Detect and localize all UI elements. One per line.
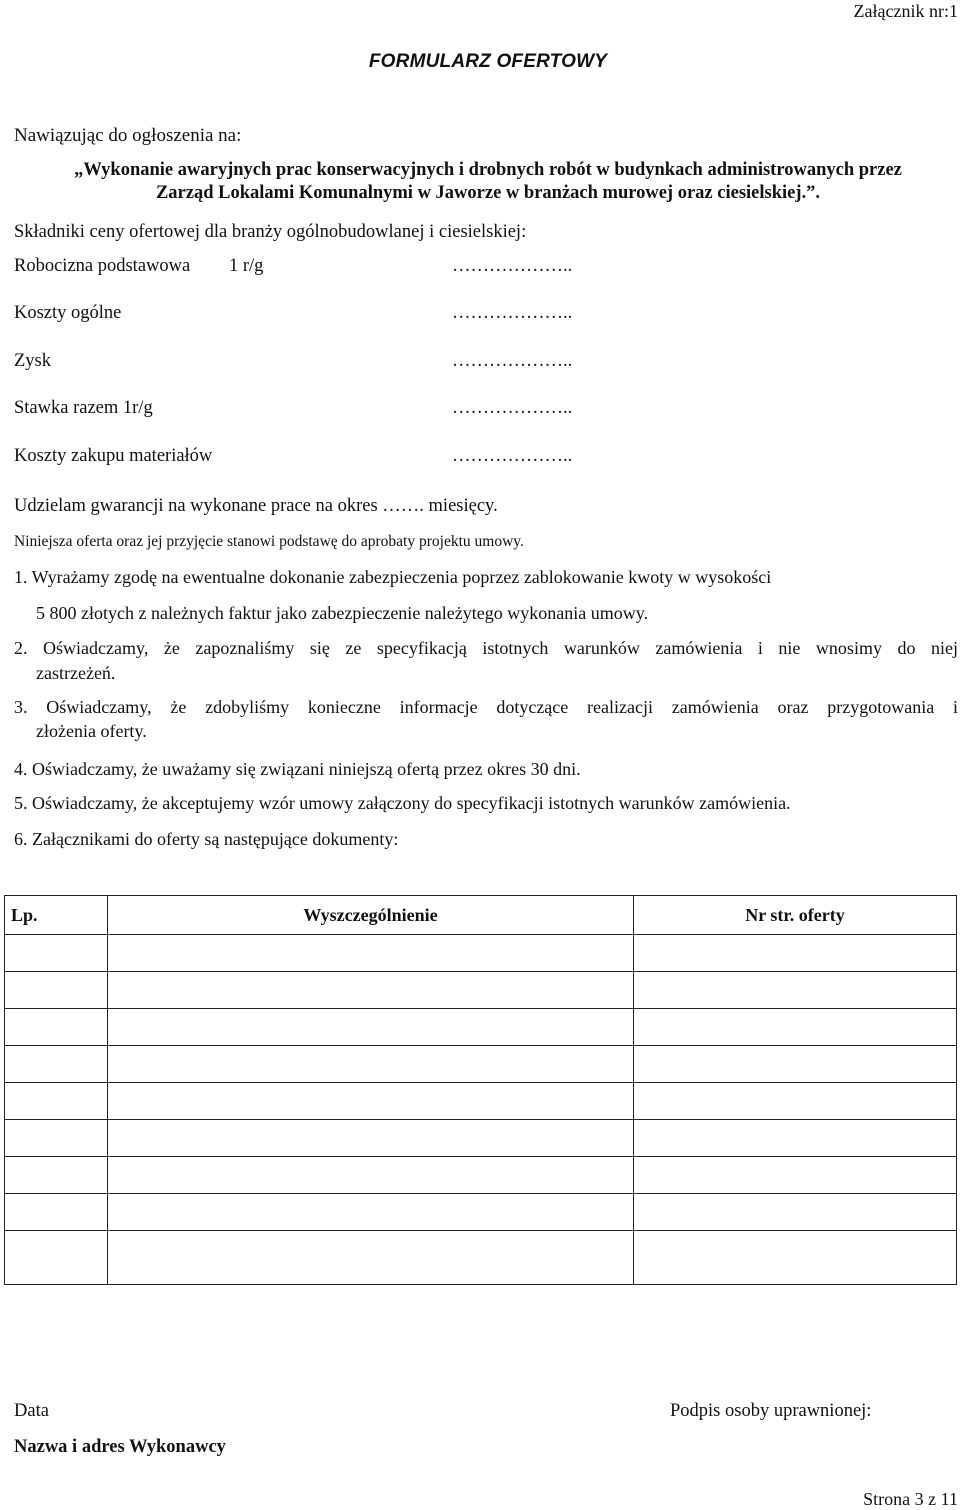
price-row-value[interactable]: ……………….. bbox=[452, 398, 573, 418]
statement-2-continued: zastrzeżeń. bbox=[36, 663, 116, 683]
table-cell[interactable] bbox=[108, 1120, 634, 1157]
column-header-description: Wyszczególnienie bbox=[108, 896, 634, 935]
intro-text: Nawiązując do ogłoszenia na: bbox=[14, 125, 242, 146]
price-row-label: Koszty zakupu materiałów bbox=[14, 446, 213, 466]
table-row bbox=[5, 972, 957, 1009]
table-cell[interactable] bbox=[5, 1009, 108, 1046]
statement-4: 4. Oświadczamy, że uważamy się związani niniejszą ofertą przez okres 30 dni. bbox=[14, 759, 581, 779]
table-row bbox=[5, 1194, 957, 1231]
offer-basis-note: Niniejsza oferta oraz jej przyjęcie stanowi podstawę do aprobaty projektu umowy. bbox=[14, 533, 524, 550]
date-label: Data bbox=[14, 1401, 49, 1421]
table-cell[interactable] bbox=[5, 1231, 108, 1285]
contract-subject-line-2: Zarząd Lokalami Komunalnymi w Jaworze w branżach murowej oraz ciesielskiej.”. bbox=[155, 183, 821, 203]
table-cell[interactable] bbox=[108, 1194, 634, 1231]
statement-6: 6. Załącznikami do oferty są następujące dokumenty: bbox=[14, 829, 399, 849]
statement-1-continued: 5 800 złotych z należnych faktur jako zabezpieczenie należytego wykonania umowy. bbox=[36, 603, 649, 623]
warranty-statement: Udzielam gwarancji na wykonane prace na okres ……. miesięcy. bbox=[14, 496, 498, 516]
table-cell[interactable] bbox=[108, 1009, 634, 1046]
statement-3: 3. Oświadczamy, że zdobyliśmy konieczne informacje dotyczące realizacji zamówienia oraz przygotowania i bbox=[14, 697, 958, 717]
price-row-label: Zysk bbox=[14, 351, 51, 371]
table-row bbox=[5, 1009, 957, 1046]
price-components-heading: Składniki ceny ofertowej dla branży ogólnobudowlanej i ciesielskiej: bbox=[14, 222, 527, 242]
signature-label: Podpis osoby uprawnionej: bbox=[670, 1401, 872, 1421]
table-header-row bbox=[5, 896, 957, 935]
contract-subject-line-1: „Wykonanie awaryjnych prac konserwacyjnych i drobnych robót w budynkach administrowanych przez bbox=[74, 160, 902, 180]
table-cell[interactable] bbox=[634, 1046, 957, 1083]
price-row-value[interactable]: ……………….. bbox=[452, 446, 573, 466]
table-row bbox=[5, 1231, 957, 1285]
table-cell[interactable] bbox=[108, 1231, 634, 1285]
column-header-lp: Lp. bbox=[5, 896, 108, 935]
table-cell[interactable] bbox=[108, 1083, 634, 1120]
price-row-unit: 1 r/g bbox=[229, 256, 264, 276]
price-row-label: Stawka razem 1r/g bbox=[14, 398, 153, 418]
table-cell[interactable] bbox=[634, 1120, 957, 1157]
statement-2: 2. Oświadczamy, że zapoznaliśmy się ze specyfikacją istotnych warunków zamówienia i nie wnosimy do niej bbox=[14, 638, 958, 658]
table-cell[interactable] bbox=[634, 1231, 957, 1285]
table-cell[interactable] bbox=[634, 1194, 957, 1231]
table-cell[interactable] bbox=[634, 972, 957, 1009]
table-cell[interactable] bbox=[5, 1046, 108, 1083]
table-row bbox=[5, 935, 957, 972]
column-header-page-number: Nr str. oferty bbox=[634, 896, 957, 935]
contractor-name-address-label: Nazwa i adres Wykonawcy bbox=[14, 1437, 226, 1457]
attachment-number: Załącznik nr:1 bbox=[853, 1, 958, 21]
table-cell[interactable] bbox=[108, 972, 634, 1009]
price-row-value[interactable]: ……………….. bbox=[452, 256, 573, 276]
table-cell[interactable] bbox=[5, 1083, 108, 1120]
table-cell[interactable] bbox=[5, 1194, 108, 1231]
table-cell[interactable] bbox=[634, 1157, 957, 1194]
table-cell[interactable] bbox=[634, 1083, 957, 1120]
statement-5: 5. Oświadczamy, że akceptujemy wzór umowy załączony do specyfikacji istotnych warunków zamówienia. bbox=[14, 793, 791, 813]
statement-3-continued: złożenia oferty. bbox=[36, 721, 147, 741]
contract-subject bbox=[0, 159, 960, 205]
table-row bbox=[5, 1046, 957, 1083]
page-number: Strona 3 z 11 bbox=[863, 1489, 958, 1509]
table-cell[interactable] bbox=[634, 935, 957, 972]
table-cell[interactable] bbox=[108, 1157, 634, 1194]
table-row bbox=[5, 1157, 957, 1194]
table-cell[interactable] bbox=[5, 972, 108, 1009]
table-cell[interactable] bbox=[5, 1157, 108, 1194]
table-cell[interactable] bbox=[5, 935, 108, 972]
form-title: FORMULARZ OFERTOWY bbox=[368, 51, 608, 72]
table-cell[interactable] bbox=[5, 1120, 108, 1157]
table-cell[interactable] bbox=[108, 1046, 634, 1083]
statement-1: 1. Wyrażamy zgodę na ewentualne dokonanie zabezpieczenia poprzez zablokowanie kwoty w wysokości bbox=[14, 567, 772, 587]
table-row bbox=[5, 1120, 957, 1157]
table-row bbox=[5, 1083, 957, 1120]
price-row-label: Koszty ogólne bbox=[14, 303, 122, 323]
table-cell[interactable] bbox=[634, 1009, 957, 1046]
price-row-value[interactable]: ……………….. bbox=[452, 351, 573, 371]
price-row-value[interactable]: ……………….. bbox=[452, 303, 573, 323]
attachments-table bbox=[4, 895, 957, 1285]
table-cell[interactable] bbox=[108, 935, 634, 972]
price-row-label: Robocizna podstawowa bbox=[14, 256, 191, 276]
